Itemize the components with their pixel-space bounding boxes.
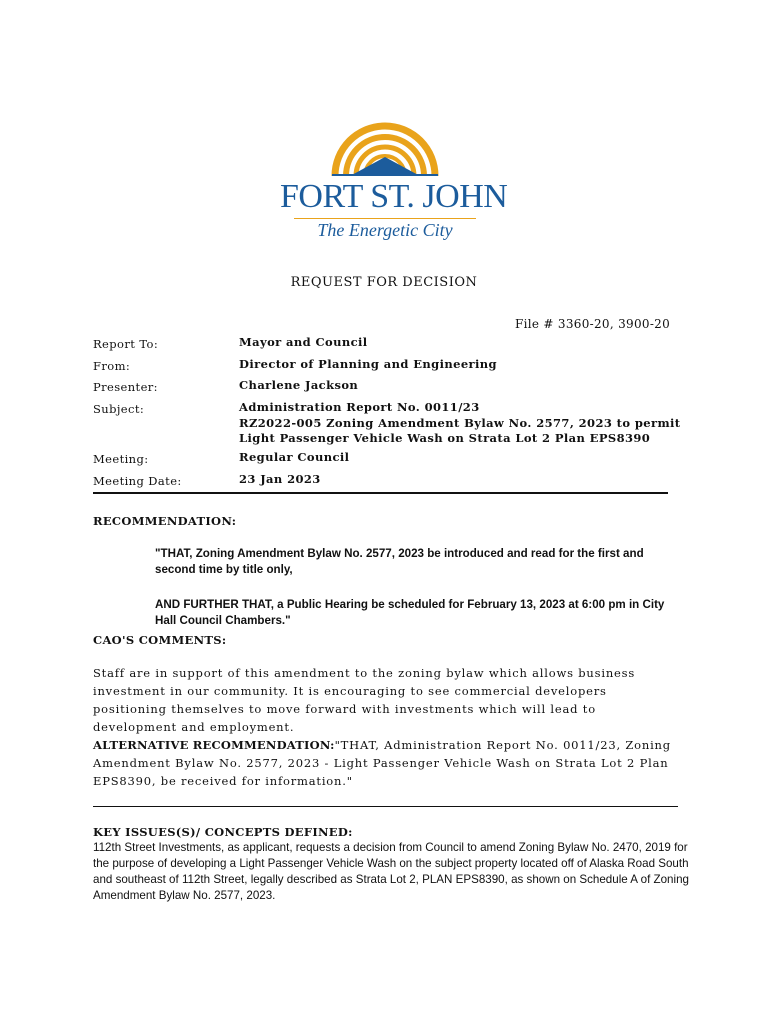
document-title: REQUEST FOR DECISION <box>290 275 478 290</box>
header-divider <box>93 492 668 494</box>
report-to-value: Mayor and Council <box>239 335 368 349</box>
sunrise-arcs-icon <box>280 112 490 182</box>
file-number: File # 3360-20, 3900-20 <box>515 317 671 331</box>
alternative-recommendation-text: "THAT, Administration Report No. 0011/23, Zoning Amendment Bylaw No. 2577, 2023 - Light Passenger Vehicle Wash on Strata Lot 2 Plan EPS8390, be received for information." <box>93 738 671 788</box>
logo-tagline: The Energetic City <box>317 220 453 240</box>
recommendation-paragraph-2: AND FURTHER THAT, a Public Hearing be scheduled for February 13, 2023 at 6:00 pm in City Hall Council Chambers." <box>155 598 665 627</box>
logo-name: FORT ST. JOHN <box>280 178 508 215</box>
subject-line-3: Light Passenger Vehicle Wash on Strata Lot 2 Plan EPS8390 <box>239 431 651 445</box>
from-label: From: <box>93 359 131 373</box>
recommendation-heading: RECOMMENDATION: <box>93 514 237 528</box>
meeting-date-value: 23 Jan 2023 <box>239 472 321 486</box>
cao-comments-heading: CAO'S COMMENTS: <box>93 633 227 647</box>
presenter-value: Charlene Jackson <box>239 378 359 392</box>
alternative-recommendation-label: ALTERNATIVE RECOMMENDATION: <box>93 738 335 752</box>
logo-divider <box>294 218 476 219</box>
subject-line-2: RZ2022-005 Zoning Amendment Bylaw No. 2577, 2023 to permit <box>239 415 681 430</box>
recommendation-paragraph-1: "THAT, Zoning Amendment Bylaw No. 2577, 2023 be introduced and read for the first and second time by title only, <box>155 547 644 576</box>
meeting-value: Regular Council <box>239 450 350 464</box>
subject-value <box>239 400 681 447</box>
key-issues-text: 112th Street Investments, as applicant, requests a decision from Council to amend Zoning Bylaw No. 2470, 2019 for the purpose of developing a Light Passenger Vehicle Wash on the subject property located off of Alaska Road South and southeast of 112th Street, legally described as Strata Lot 2, PLAN EPS8390, as shown on Schedule A of Zoning Amendment Bylaw No. 2577, 2023. <box>93 841 689 902</box>
meeting-label: Meeting: <box>93 452 149 466</box>
meeting-date-label: Meeting Date: <box>93 474 182 488</box>
section-divider <box>93 806 678 807</box>
cao-comments-text: Staff are in support of this amendment to the zoning bylaw which allows business investment in our community. It is encouraging to see commercial developers positioning themselves to move forward with investments which will lead to development and employment. <box>93 666 636 734</box>
subject-line-1: Administration Report No. 0011/23 <box>239 400 480 414</box>
alternative-recommendation <box>93 736 683 790</box>
fort-st-john-logo <box>280 112 508 247</box>
presenter-label: Presenter: <box>93 380 158 394</box>
subject-label: Subject: <box>93 402 145 416</box>
from-value: Director of Planning and Engineering <box>239 357 497 371</box>
key-issues-heading: KEY ISSUES(S)/ CONCEPTS DEFINED: <box>93 825 353 839</box>
report-to-label: Report To: <box>93 337 159 351</box>
